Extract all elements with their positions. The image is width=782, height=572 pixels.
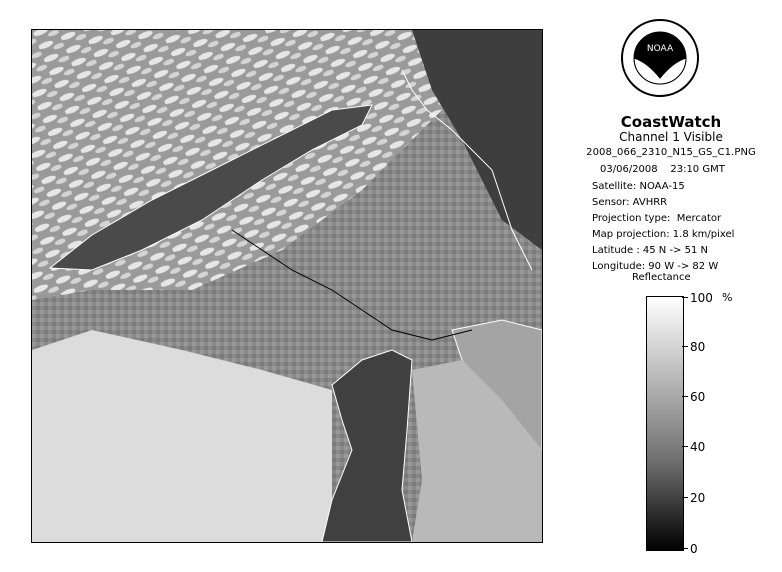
- tick-mark: [682, 497, 688, 498]
- product-title: CoastWatch: [620, 113, 722, 131]
- map-projection: Map projection: 1.8 km/pixel: [592, 229, 735, 240]
- logo-text: NOAA: [646, 44, 674, 54]
- tick-label: 100: [690, 291, 713, 305]
- satellite-map: [31, 29, 543, 543]
- tick-mark: [682, 297, 688, 298]
- satellite-image: [32, 30, 542, 542]
- file-name: 2008_066_2310_N15_GS_C1.PNG: [586, 147, 756, 158]
- reflectance-colorbar: [646, 296, 684, 551]
- projection-type: Projection type: Mercator: [592, 213, 722, 224]
- noaa-logo: [620, 18, 700, 98]
- tick-mark: [682, 396, 688, 397]
- date-time: 03/06/2008 23:10 GMT: [600, 164, 725, 175]
- sensor-info: Sensor: AVHRR: [592, 197, 668, 208]
- satellite-info: Satellite: NOAA-15: [592, 181, 685, 192]
- longitude-range: Longitude: 90 W -> 82 W: [592, 261, 719, 272]
- tick-mark: [682, 346, 688, 347]
- latitude-range: Latitude : 45 N -> 51 N: [592, 245, 708, 256]
- legend-title: Reflectance: [632, 272, 691, 283]
- tick-label: 20: [690, 491, 706, 505]
- tick-label: 0: [690, 542, 698, 556]
- tick-label: 80: [690, 340, 706, 354]
- tick-label: 40: [690, 440, 706, 454]
- tick-mark: [682, 446, 688, 447]
- tick-label: 60: [690, 390, 706, 404]
- legend-unit: %: [722, 291, 733, 304]
- channel-label: Channel 1 Visible: [619, 130, 723, 144]
- tick-mark: [682, 548, 688, 549]
